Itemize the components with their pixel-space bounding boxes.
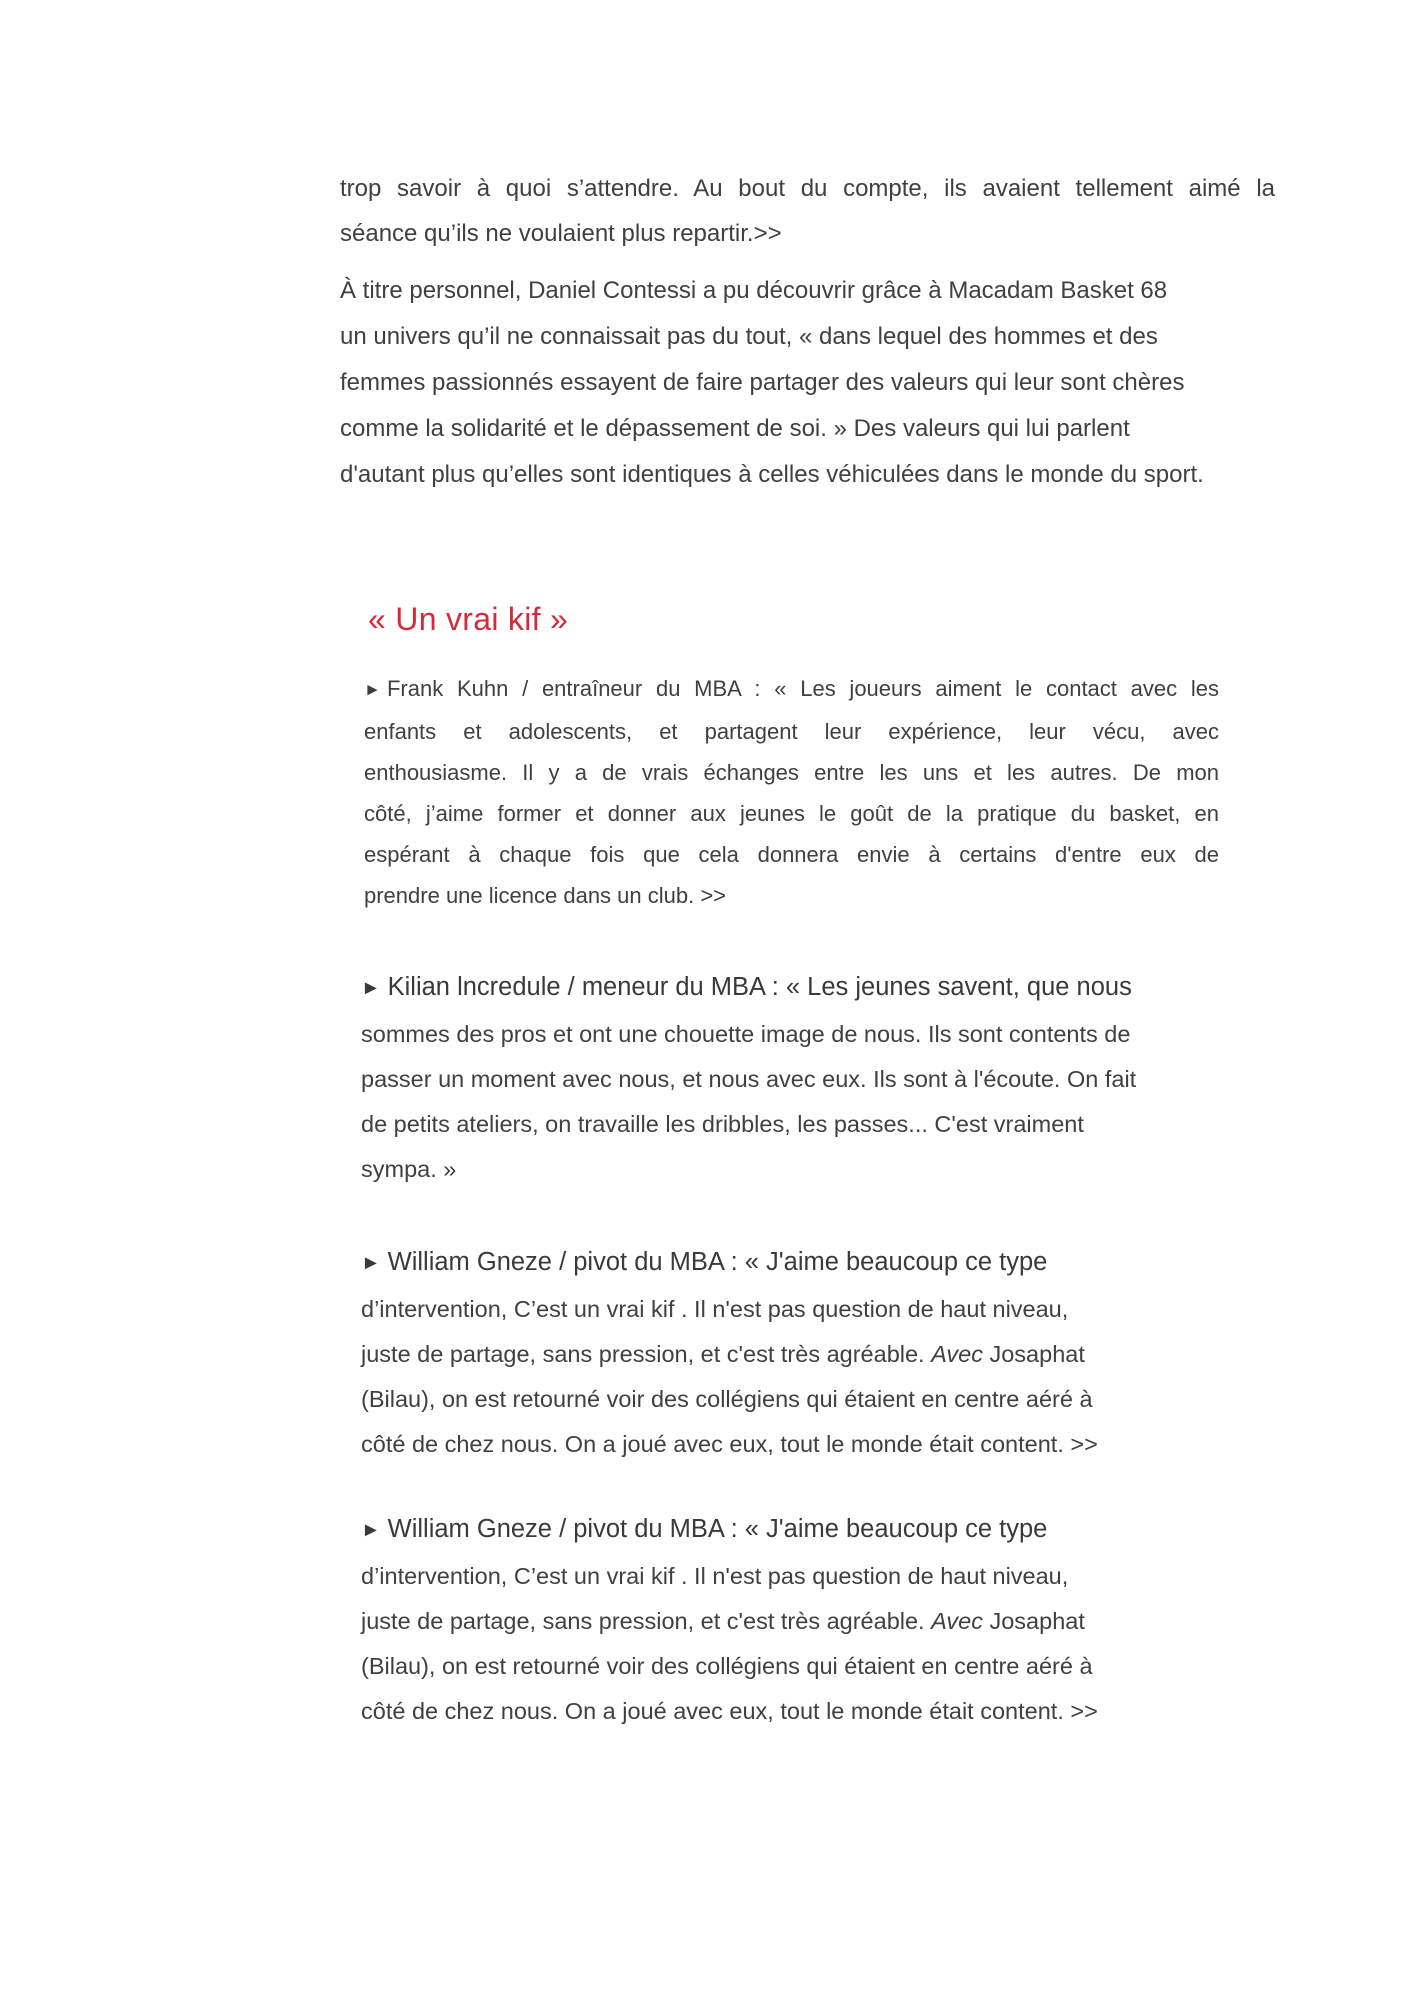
- quote-line: [361, 1507, 1241, 1554]
- pointer-arrow-icon: ►: [361, 977, 381, 999]
- quote-line-text: Kilian lncredule / meneur du MBA : « Les jeunes savent, que nous: [387, 973, 1132, 1001]
- quote-kilian: [361, 965, 1241, 1192]
- quote-line-text: Josaphat: [982, 1608, 1085, 1634]
- intro-paragraph-2: [340, 268, 1280, 498]
- quote-line: [361, 965, 1241, 1012]
- quote-line: (Bilau), on est retourné voir des collégiens qui étaient en centre aéré à: [361, 1653, 1093, 1679]
- paragraph-line: femmes passionnés essayent de faire partager des valeurs qui leur sont chères: [340, 369, 1185, 396]
- quote-line: [364, 668, 1219, 711]
- quote-line: [361, 1332, 1241, 1377]
- quote-line: enfants et adolescents, et partagent leur expérience, leur vécu, avec: [364, 719, 1219, 744]
- quote-line: enthousiasme. Il y a de vrais échanges entre les uns et les autres. De mon: [364, 760, 1219, 785]
- quote-line: [361, 1240, 1241, 1287]
- quote-william-gneze: [361, 1240, 1241, 1467]
- quote-line-text: juste de partage, sans pression, et c'est très agréable.: [361, 1608, 932, 1634]
- quote-line: (Bilau), on est retourné voir des collégiens qui étaient en centre aéré à: [361, 1386, 1093, 1412]
- pointer-arrow-icon: ►: [364, 679, 381, 699]
- section-heading: « Un vrai kif »: [368, 601, 569, 637]
- quote-line-text: Frank Kuhn / entraîneur du MBA : « Les joueurs aiment le contact avec les: [386, 676, 1219, 701]
- quote-line-text: William Gneze / pivot du MBA : « J'aime beaucoup ce type: [387, 1248, 1048, 1276]
- quote-emphasis: Avec: [931, 1341, 983, 1367]
- quote-line: sommes des pros et ont une chouette image de nous. Ils sont contents de: [361, 1021, 1131, 1047]
- quote-line: d’intervention, C’est un vrai kif . Il n'est pas question de haut niveau,: [361, 1296, 1069, 1322]
- paragraph-line: trop savoir à quoi s’attendre. Au bout du compte, ils avaient tellement aimé la: [340, 175, 1275, 202]
- paragraph-line: comme la solidarité et le dépassement de soi. » Des valeurs qui lui parlent: [340, 415, 1130, 442]
- pointer-arrow-icon: ►: [361, 1519, 381, 1541]
- quote-line-text: juste de partage, sans pression, et c'est très agréable.: [361, 1341, 932, 1367]
- quote-line: sympa. »: [361, 1156, 457, 1182]
- quote-line: côté de chez nous. On a joué avec eux, tout le monde était content. >>: [361, 1431, 1098, 1457]
- paragraph-line: À titre personnel, Daniel Contessi a pu découvrir grâce à Macadam Basket 68: [340, 277, 1168, 304]
- paragraph-line: séance qu’ils ne voulaient plus repartir.>>: [340, 220, 782, 247]
- quote-line: de petits ateliers, on travaille les dribbles, les passes... C'est vraiment: [361, 1111, 1084, 1137]
- pointer-arrow-icon: ►: [361, 1252, 381, 1274]
- quote-line: passer un moment avec nous, et nous avec eux. Ils sont à l'écoute. On fait: [361, 1066, 1137, 1092]
- quote-line: espérant à chaque fois que cela donnera envie à certains d'entre eux de: [364, 842, 1219, 867]
- quote-william-gneze-repeat: [361, 1507, 1241, 1734]
- quote-line: [361, 1599, 1241, 1644]
- quote-line-text: William Gneze / pivot du MBA : « J'aime beaucoup ce type: [387, 1515, 1048, 1543]
- quote-line-text: Josaphat: [982, 1341, 1085, 1367]
- paragraph-line: d'autant plus qu’elles sont identiques à celles véhiculées dans le monde du sport.: [340, 461, 1204, 488]
- quote-frank-kuhn: [364, 668, 1219, 916]
- quote-emphasis: Avec: [931, 1608, 983, 1634]
- quote-line: côté, j’aime former et donner aux jeunes le goût de la pratique du basket, en: [364, 801, 1219, 826]
- quote-line: d’intervention, C’est un vrai kif . Il n'est pas question de haut niveau,: [361, 1563, 1069, 1589]
- quote-line: côté de chez nous. On a joué avec eux, tout le monde était content. >>: [361, 1698, 1098, 1724]
- intro-paragraph-1: [340, 166, 1275, 256]
- paragraph-line: un univers qu’il ne connaissait pas du tout, « dans lequel des hommes et des: [340, 323, 1158, 350]
- quote-line: prendre une licence dans un club. >>: [364, 883, 727, 908]
